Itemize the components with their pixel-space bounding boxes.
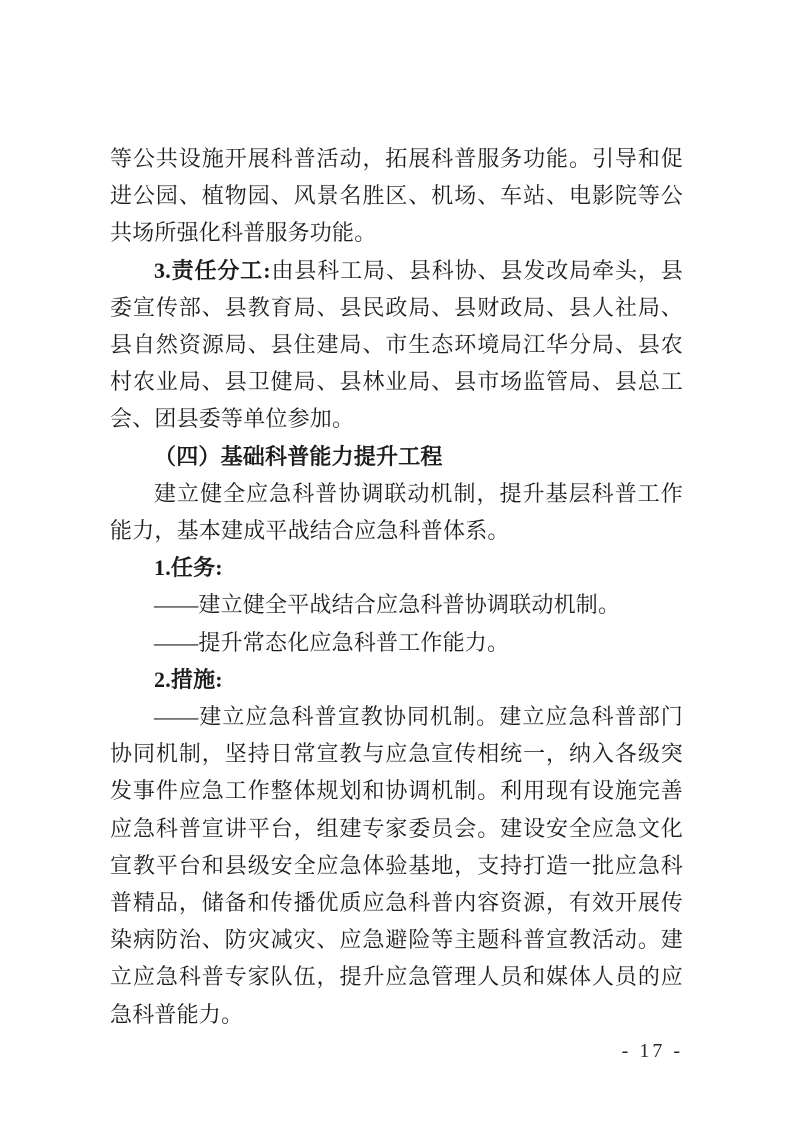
measure-item-1-text: ——建立应急科普宣教协同机制。建立应急科普部门协同机制，坚持日常宣教与应急宣传相统一，纳入各级突发事件应急工作整体规划和协调机制。利用现有设施完善应急科普宣讲平台，组建专家委员会。建设安全应急文化宣教平台和县级安全应急体验基地，支持打造一批应急科普精品，储备和传播优质应急科普内容资源，有效开展传染病防治、防灾减灾、应急避险等主题科普宣教活动。建立应急科普专家队伍，提升应急管理人员和媒体人员的应急科普能力。 [110,704,683,1027]
page-footer [110,1040,683,1063]
page-number: - 17 - [621,1040,683,1062]
document-body [110,140,683,1033]
measures-label: 2.措施: [154,666,223,692]
task-item-1 [110,586,683,623]
section-heading [110,438,683,475]
task-item-2-text: ——提升常态化应急科普工作能力。 [154,629,510,655]
paragraph-continuation-text: 等公共设施开展科普活动，拓展科普服务功能。引导和促进公园、植物园、风景名胜区、机场、车站、电影院等公共场所强化科普服务功能。 [110,146,683,246]
measures-label-paragraph [110,661,683,698]
responsibility-text: 由县科工局、县科协、县发改局牵头，县委宣传部、县教育局、县民政局、县财政局、县人社局、县自然资源局、县住建局、市生态环境局江华分局、县农村农业局、县卫健局、县林业局、县市场监管局、县总工会、团县委等单位参加。 [110,257,683,432]
paragraph-continuation [110,140,683,252]
responsibility-label: 3.责任分工: [154,257,271,283]
task-item-1-text: ——建立健全平战结合应急科普协调联动机制。 [154,592,621,618]
paragraph-intro [110,475,683,549]
paragraph-intro-text: 建立健全应急科普协调联动机制，提升基层科普工作能力，基本建成平战结合应急科普体系。 [110,480,683,544]
tasks-label: 1.任务: [154,555,223,581]
task-item-2 [110,624,683,661]
paragraph-responsibility [110,252,683,438]
measure-item-1 [110,698,683,1033]
tasks-label-paragraph [110,549,683,586]
section-heading-text: （四）基础科普能力提升工程 [154,443,443,469]
